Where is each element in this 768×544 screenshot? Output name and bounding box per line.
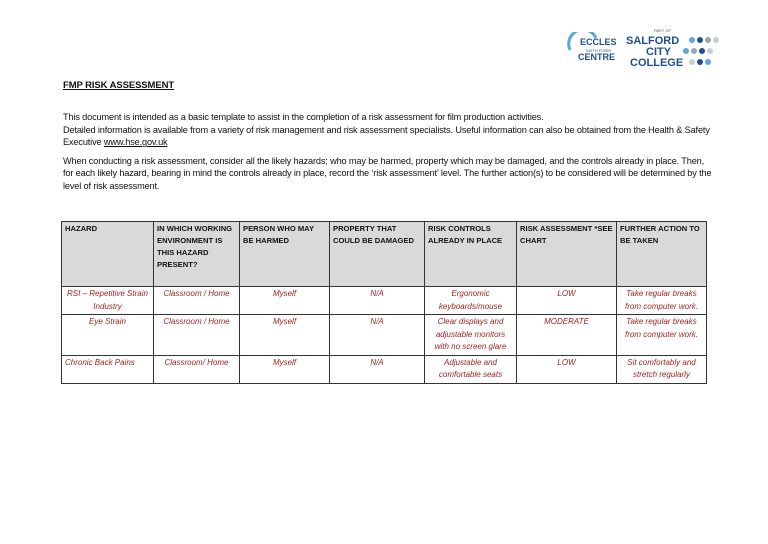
cell-environment: Classroom/ Home <box>154 355 240 383</box>
cell-environment: Classroom / Home <box>154 315 240 356</box>
risk-assessment-table <box>61 221 707 384</box>
header-hazard: HAZARD <box>62 222 154 287</box>
instructions-paragraph: When conducting a risk assessment, consider all the likely hazards; who may be harmed, property which may be damaged, and the controls already in place. Then, for each likely hazard, bearing in mind the controls already in place, record the ‘risk assessment’ level. The further action(s) to be considered will be determined by the level of risk assessment. <box>63 155 712 191</box>
cell-risk-level: MODERATE <box>517 315 617 356</box>
header-further-action: FURTHER ACTION TO BE TAKEN <box>617 222 707 287</box>
table-row <box>62 315 707 356</box>
cell-further-action: Take regular breaks from computer work. <box>617 287 707 315</box>
cell-risk-level: LOW <box>517 287 617 315</box>
intro-text <box>63 111 713 193</box>
hse-link[interactable]: www.hse.gov.uk <box>103 137 168 148</box>
salford-logo-line3: COLLEGE <box>630 57 684 69</box>
document-title: FMP RISK ASSESSMENT <box>63 80 175 91</box>
table-header-row <box>62 222 707 287</box>
salford-logo-line2: CITY <box>646 46 672 58</box>
intro-paragraph <box>63 111 713 149</box>
cell-person: Myself <box>240 287 330 315</box>
cell-property: N/A <box>330 315 425 356</box>
eccles-logo-line3: CENTRE <box>578 52 616 62</box>
cell-person: Myself <box>240 315 330 356</box>
eccles-logo-line1: ECCLES <box>580 37 617 47</box>
salford-logo-part-of: PART OF <box>654 28 671 33</box>
cell-person: Myself <box>240 355 330 383</box>
salford-logo-dots <box>683 37 719 65</box>
header-person: PERSON WHO MAY BE HARMED <box>240 222 330 287</box>
cell-property: N/A <box>330 287 425 315</box>
salford-logo-line1: SALFORD <box>626 35 680 47</box>
intro-line-1: This document is intended as a basic template to assist in the completion of a risk assessment for film production activities. <box>63 112 544 122</box>
intro-line-2: Detailed information is available from a variety of risk management and risk assessment specialists. Useful information can also be obtained from the Health & Safety Executive <box>63 124 710 148</box>
eccles-centre-logo <box>566 32 622 68</box>
header-risk-assessment: RISK ASSESSMENT *SEE CHART <box>517 222 617 287</box>
header-controls: RISK CONTROLS ALREADY IN PLACE <box>425 222 517 287</box>
cell-hazard: Chronic Back Pains <box>62 355 154 383</box>
salford-city-college-logo <box>626 26 744 70</box>
cell-property: N/A <box>330 355 425 383</box>
cell-controls: Clear displays and adjustable monitors with no screen glare <box>425 315 517 356</box>
cell-controls: Ergonomic keyboards/mouse <box>425 287 517 315</box>
cell-further-action: Take regular breaks from computer work. <box>617 315 707 356</box>
header-environment: IN WHICH WORKING ENVIRONMENT IS THIS HAZARD PRESENT? <box>154 222 240 287</box>
cell-further-action: Sit comfortably and stretch regularly <box>617 355 707 383</box>
table-row <box>62 355 707 383</box>
cell-controls: Adjustable and comfortable seats <box>425 355 517 383</box>
cell-hazard: Eye Strain <box>62 315 154 356</box>
cell-hazard: RSI – Repetitive Strain Industry <box>62 287 154 315</box>
table-row <box>62 287 707 315</box>
cell-environment: Classroom / Home <box>154 287 240 315</box>
header-property: PROPERTY THAT COULD BE DAMAGED <box>330 222 425 287</box>
cell-risk-level: LOW <box>517 355 617 383</box>
eccles-logo-line2: SIXTH FORM <box>586 48 611 53</box>
